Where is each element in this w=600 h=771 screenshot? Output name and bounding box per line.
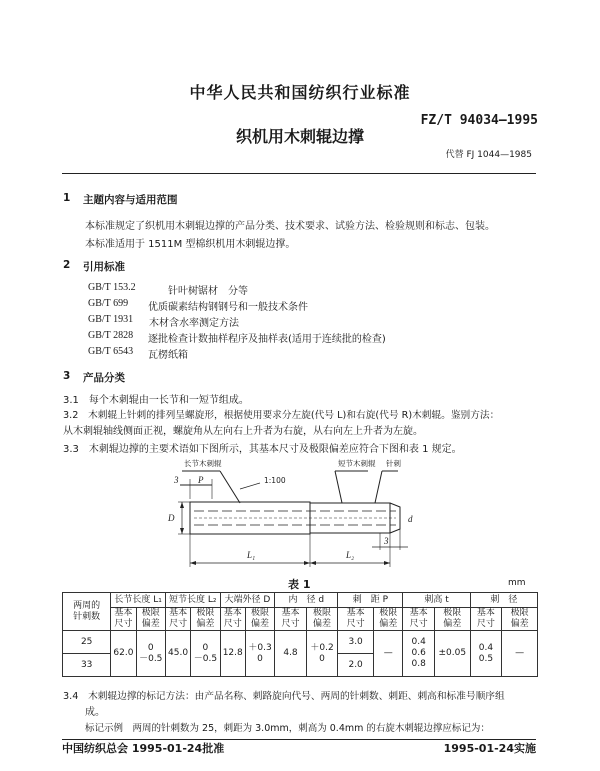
clause-3-2-line-1: 3.2 木刺辊上针刺的排列呈螺旋形，根据使用要求分左旋(代号 L)和右旋(代号 R)木刺辊。鉴别方法： <box>63 410 500 421</box>
table-subheader-row <box>63 608 538 631</box>
header-inner-diameter: 内 径 d <box>275 593 338 608</box>
ref-code: GB/T 6543 <box>88 346 134 357</box>
section-1-number: 1 <box>63 192 71 204</box>
label-3-bottom: 3 <box>384 536 389 546</box>
label-inner-diameter: d <box>408 514 413 524</box>
leader-line <box>375 471 382 503</box>
ref-code: GB/T 699 <box>88 298 129 309</box>
cell-needle-diameter-basic: 0.4 0.5 <box>470 631 502 677</box>
header-outer-diameter: 大端外径 D <box>220 593 275 608</box>
dimension-table <box>62 592 538 677</box>
ref-name: 木材含水率测定方法 <box>149 318 239 329</box>
header-needles: 两周的 针刺数 <box>63 593 111 631</box>
cell-needles: 25 33 <box>63 631 111 677</box>
clause-3-2-line-2: 从木刺辊轴线侧面正视，螺旋角从左向右上升者为右旋，从右向左上升者为左旋。 <box>63 426 423 437</box>
document-title: 织机用木刺辊边撑 <box>235 127 364 146</box>
header-deviation: 极限 偏差 <box>306 608 338 631</box>
ref-name: 逐批检查计数抽样程序及抽样表(适用于连续批的检查) <box>148 334 386 345</box>
header-pitch: 刺 距 P <box>338 593 403 608</box>
cell-inner-basic: 4.8 <box>275 631 307 677</box>
cell-pitch-deviation: — <box>374 631 403 677</box>
implementation-line: 1995-01-24实施 <box>443 742 536 755</box>
label-taper: 1:100 <box>264 476 286 485</box>
taper-leader <box>240 483 260 489</box>
header-short-length: 短节长度 L₂ <box>165 593 220 608</box>
header-needle-diameter: 刺 径 <box>470 593 537 608</box>
replaces-note: 代替 FJ 1044—1985 <box>445 150 532 160</box>
section-1-title: 主题内容与适用范围 <box>83 194 178 206</box>
cell-height-basic: 0.4 0.6 0.8 <box>403 631 435 677</box>
cell-long-deviation: 0 －0.5 <box>136 631 165 677</box>
edge-roller-drawing <box>160 455 440 573</box>
leader-line <box>335 471 342 503</box>
header-basic: 基本 尺寸 <box>338 608 374 631</box>
leader-line <box>220 471 240 503</box>
header-basic: 基本 尺寸 <box>275 608 307 631</box>
clause-3-4-line-1: 3.4 木刺辊边撑的标记方法：由产品名称、刺路旋向代号、两周的针刺数、刺距、刺高和标准号顺序组 <box>63 691 505 702</box>
header-basic: 基本 尺寸 <box>470 608 502 631</box>
clause-3-1: 3.1 每个木刺辊由一长节和一短节组成。 <box>63 395 249 406</box>
table-row <box>63 631 538 677</box>
approval-line: 中国纺织总会 1995-01-24批准 <box>62 742 225 755</box>
table-unit: mm <box>508 578 526 588</box>
header-height: 刺高 t <box>403 593 470 608</box>
label-pitch: P <box>198 475 204 485</box>
section-1-paragraph-2: 本标准适用于 1511M 型棉织机用木刺辊边撑。 <box>85 239 296 250</box>
cell-outer-basic: 12.8 <box>220 631 245 677</box>
label-short-length: L₂ <box>346 550 355 560</box>
label-needle: 针刺 <box>386 459 401 468</box>
header-deviation: 极限 偏差 <box>502 608 538 631</box>
label-outer-diameter: D <box>168 513 175 523</box>
label-long-roller: 长节木刺辊 <box>184 459 222 468</box>
header-basic: 基本 尺寸 <box>165 608 190 631</box>
cell-pitch-basic: 3.0 2.0 <box>338 631 374 677</box>
table-header-row <box>63 593 538 608</box>
cell-long-basic: 62.0 <box>111 631 136 677</box>
cell-short-basic: 45.0 <box>165 631 190 677</box>
header-deviation: 极限 偏差 <box>434 608 470 631</box>
header-basic: 基本 尺寸 <box>111 608 136 631</box>
ref-code: GB/T 153.2 <box>88 282 136 293</box>
ref-name: 优质碳素结构钢钢号和一般技术条件 <box>148 302 308 313</box>
header-deviation: 极限 偏差 <box>374 608 403 631</box>
header-deviation: 极限 偏差 <box>191 608 220 631</box>
header-long-length: 长节长度 L₁ <box>111 593 166 608</box>
section-1-paragraph-1: 本标准规定了织机用木刺辊边撑的产品分类、技术要求、试验方法、检验规则和标志、包装。 <box>85 221 495 232</box>
label-short-roller: 短节木刺辊 <box>338 459 376 468</box>
header-deviation: 极限 偏差 <box>136 608 165 631</box>
header-basic: 基本 尺寸 <box>403 608 435 631</box>
section-3-title: 产品分类 <box>83 372 125 384</box>
cell-height-deviation: ±0.05 <box>434 631 470 677</box>
cell-inner-deviation: ＋0.2 0 <box>306 631 338 677</box>
org-title: 中华人民共和国纺织行业标准 <box>189 83 411 102</box>
clause-3-4-line-2: 成。 <box>85 707 105 718</box>
label-long-length: L₁ <box>247 550 256 560</box>
cell-outer-deviation: ＋0.3 0 <box>245 631 274 677</box>
ref-name: 瓦楞纸箱 <box>148 350 188 361</box>
ref-code: GB/T 2828 <box>88 330 134 341</box>
section-2-title: 引用标准 <box>83 261 125 273</box>
section-2-number: 2 <box>63 259 71 271</box>
header-deviation: 极限 偏差 <box>245 608 274 631</box>
header-basic: 基本 尺寸 <box>220 608 245 631</box>
table-caption: 表 1 <box>288 578 311 591</box>
label-3-top: 3 <box>174 475 179 485</box>
clause-3-3: 3.3 木刺辊边撑的主要术语如下图所示，其基本尺寸及极限偏差应符合下图和表 1 规定。 <box>63 444 462 455</box>
cell-needle-diameter-deviation: — <box>502 631 538 677</box>
ref-name: 针叶树锯材 分等 <box>168 286 248 297</box>
section-3-number: 3 <box>63 370 71 382</box>
standard-code: FZ/T 94034—1995 <box>420 113 538 128</box>
marking-example: 标记示例 两周的针刺数为 25，刺距为 3.0mm，刺高为 0.4mm 的右旋木刺辊边撑应标记为： <box>85 723 490 734</box>
header-divider <box>62 173 536 174</box>
ref-code: GB/T 1931 <box>88 314 134 325</box>
cell-short-deviation: 0 －0.5 <box>191 631 220 677</box>
